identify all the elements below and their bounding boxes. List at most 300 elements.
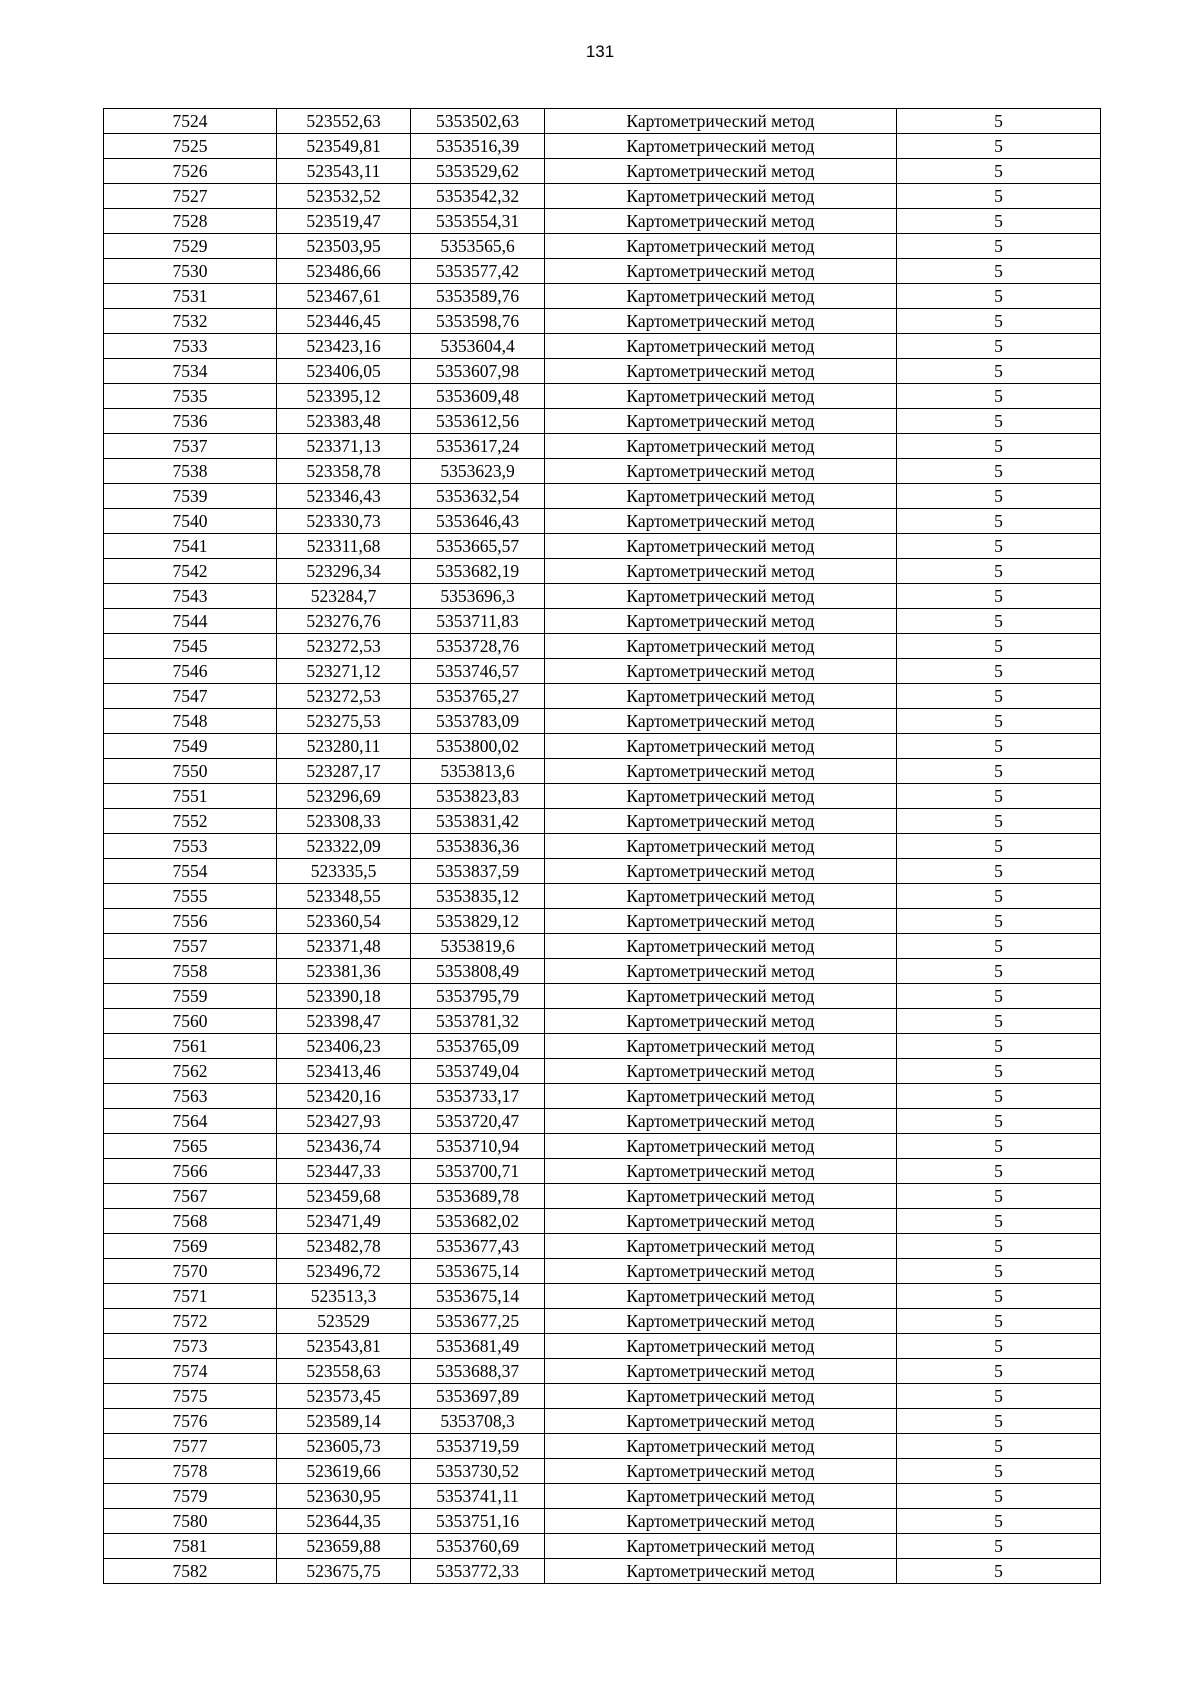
table-row — [104, 1359, 1101, 1384]
table-row — [104, 1009, 1101, 1034]
method-cell: Картометрический метод — [545, 1159, 897, 1184]
method-cell: Картометрический метод — [545, 884, 897, 909]
accuracy-cell: 5 — [897, 184, 1101, 209]
method-cell: Картометрический метод — [545, 1284, 897, 1309]
y-coordinate-cell: 5353598,76 — [411, 309, 545, 334]
x-coordinate-cell: 523619,66 — [277, 1459, 411, 1484]
y-coordinate-cell: 5353765,09 — [411, 1034, 545, 1059]
point-number-cell: 7543 — [104, 584, 277, 609]
point-number-cell: 7570 — [104, 1259, 277, 1284]
y-coordinate-cell: 5353837,59 — [411, 859, 545, 884]
method-cell: Картометрический метод — [545, 309, 897, 334]
x-coordinate-cell: 523519,47 — [277, 209, 411, 234]
y-coordinate-cell: 5353632,54 — [411, 484, 545, 509]
table-row — [104, 1034, 1101, 1059]
method-cell: Картометрический метод — [545, 584, 897, 609]
y-coordinate-cell: 5353542,32 — [411, 184, 545, 209]
method-cell: Картометрический метод — [545, 259, 897, 284]
accuracy-cell: 5 — [897, 1009, 1101, 1034]
method-cell: Картометрический метод — [545, 359, 897, 384]
y-coordinate-cell: 5353665,57 — [411, 534, 545, 559]
point-number-cell: 7561 — [104, 1034, 277, 1059]
point-number-cell: 7536 — [104, 409, 277, 434]
method-cell: Картометрический метод — [545, 1534, 897, 1559]
x-coordinate-cell: 523275,53 — [277, 709, 411, 734]
accuracy-cell: 5 — [897, 1434, 1101, 1459]
table-row — [104, 884, 1101, 909]
table-row — [104, 1059, 1101, 1084]
method-cell: Картометрический метод — [545, 209, 897, 234]
coordinates-table — [103, 108, 1101, 1584]
y-coordinate-cell: 5353688,37 — [411, 1359, 545, 1384]
method-cell: Картометрический метод — [545, 1409, 897, 1434]
accuracy-cell: 5 — [897, 834, 1101, 859]
x-coordinate-cell: 523308,33 — [277, 809, 411, 834]
point-number-cell: 7535 — [104, 384, 277, 409]
y-coordinate-cell: 5353675,14 — [411, 1259, 545, 1284]
method-cell: Картометрический метод — [545, 734, 897, 759]
method-cell: Картометрический метод — [545, 1234, 897, 1259]
table-row — [104, 659, 1101, 684]
accuracy-cell: 5 — [897, 1334, 1101, 1359]
y-coordinate-cell: 5353617,24 — [411, 434, 545, 459]
table-row — [104, 809, 1101, 834]
accuracy-cell: 5 — [897, 209, 1101, 234]
y-coordinate-cell: 5353760,69 — [411, 1534, 545, 1559]
x-coordinate-cell: 523358,78 — [277, 459, 411, 484]
point-number-cell: 7528 — [104, 209, 277, 234]
method-cell: Картометрический метод — [545, 1559, 897, 1584]
method-cell: Картометрический метод — [545, 1109, 897, 1134]
accuracy-cell: 5 — [897, 734, 1101, 759]
x-coordinate-cell: 523558,63 — [277, 1359, 411, 1384]
y-coordinate-cell: 5353836,36 — [411, 834, 545, 859]
method-cell: Картометрический метод — [545, 959, 897, 984]
accuracy-cell: 5 — [897, 134, 1101, 159]
table-row — [104, 959, 1101, 984]
y-coordinate-cell: 5353708,3 — [411, 1409, 545, 1434]
y-coordinate-cell: 5353697,89 — [411, 1384, 545, 1409]
y-coordinate-cell: 5353502,63 — [411, 109, 545, 134]
point-number-cell: 7538 — [104, 459, 277, 484]
method-cell: Картометрический метод — [545, 1384, 897, 1409]
method-cell: Картометрический метод — [545, 759, 897, 784]
y-coordinate-cell: 5353710,94 — [411, 1134, 545, 1159]
x-coordinate-cell: 523496,72 — [277, 1259, 411, 1284]
y-coordinate-cell: 5353741,11 — [411, 1484, 545, 1509]
x-coordinate-cell: 523271,12 — [277, 659, 411, 684]
x-coordinate-cell: 523330,73 — [277, 509, 411, 534]
point-number-cell: 7557 — [104, 934, 277, 959]
accuracy-cell: 5 — [897, 1409, 1101, 1434]
accuracy-cell: 5 — [897, 509, 1101, 534]
y-coordinate-cell: 5353677,25 — [411, 1309, 545, 1334]
table-row — [104, 184, 1101, 209]
y-coordinate-cell: 5353646,43 — [411, 509, 545, 534]
point-number-cell: 7551 — [104, 784, 277, 809]
x-coordinate-cell: 523420,16 — [277, 1084, 411, 1109]
method-cell: Картометрический метод — [545, 1184, 897, 1209]
point-number-cell: 7541 — [104, 534, 277, 559]
table-row — [104, 484, 1101, 509]
x-coordinate-cell: 523371,13 — [277, 434, 411, 459]
x-coordinate-cell: 523398,47 — [277, 1009, 411, 1034]
x-coordinate-cell: 523471,49 — [277, 1209, 411, 1234]
table-row — [104, 634, 1101, 659]
y-coordinate-cell: 5353728,76 — [411, 634, 545, 659]
table-row — [104, 1209, 1101, 1234]
accuracy-cell: 5 — [897, 634, 1101, 659]
x-coordinate-cell: 523467,61 — [277, 284, 411, 309]
accuracy-cell: 5 — [897, 459, 1101, 484]
y-coordinate-cell: 5353516,39 — [411, 134, 545, 159]
point-number-cell: 7524 — [104, 109, 277, 134]
point-number-cell: 7544 — [104, 609, 277, 634]
x-coordinate-cell: 523436,74 — [277, 1134, 411, 1159]
accuracy-cell: 5 — [897, 109, 1101, 134]
method-cell: Картометрический метод — [545, 159, 897, 184]
x-coordinate-cell: 523276,76 — [277, 609, 411, 634]
method-cell: Картометрический метод — [545, 984, 897, 1009]
accuracy-cell: 5 — [897, 859, 1101, 884]
x-coordinate-cell: 523543,11 — [277, 159, 411, 184]
x-coordinate-cell: 523630,95 — [277, 1484, 411, 1509]
y-coordinate-cell: 5353823,83 — [411, 784, 545, 809]
y-coordinate-cell: 5353612,56 — [411, 409, 545, 434]
accuracy-cell: 5 — [897, 1059, 1101, 1084]
x-coordinate-cell: 523675,75 — [277, 1559, 411, 1584]
accuracy-cell: 5 — [897, 809, 1101, 834]
point-number-cell: 7530 — [104, 259, 277, 284]
accuracy-cell: 5 — [897, 234, 1101, 259]
method-cell: Картометрический метод — [545, 1434, 897, 1459]
point-number-cell: 7546 — [104, 659, 277, 684]
table-row — [104, 984, 1101, 1009]
point-number-cell: 7534 — [104, 359, 277, 384]
method-cell: Картометрический метод — [545, 709, 897, 734]
point-number-cell: 7581 — [104, 1534, 277, 1559]
method-cell: Картометрический метод — [545, 1084, 897, 1109]
point-number-cell: 7549 — [104, 734, 277, 759]
point-number-cell: 7567 — [104, 1184, 277, 1209]
y-coordinate-cell: 5353795,79 — [411, 984, 545, 1009]
table-row — [104, 1309, 1101, 1334]
accuracy-cell: 5 — [897, 1184, 1101, 1209]
table-row — [104, 1234, 1101, 1259]
x-coordinate-cell: 523287,17 — [277, 759, 411, 784]
method-cell: Картометрический метод — [545, 809, 897, 834]
accuracy-cell: 5 — [897, 909, 1101, 934]
point-number-cell: 7564 — [104, 1109, 277, 1134]
method-cell: Картометрический метод — [545, 609, 897, 634]
y-coordinate-cell: 5353783,09 — [411, 709, 545, 734]
method-cell: Картометрический метод — [545, 559, 897, 584]
table-row — [104, 384, 1101, 409]
point-number-cell: 7580 — [104, 1509, 277, 1534]
table-row — [104, 1384, 1101, 1409]
table-row — [104, 1409, 1101, 1434]
table-row — [104, 434, 1101, 459]
x-coordinate-cell: 523272,53 — [277, 634, 411, 659]
x-coordinate-cell: 523459,68 — [277, 1184, 411, 1209]
point-number-cell: 7555 — [104, 884, 277, 909]
y-coordinate-cell: 5353677,43 — [411, 1234, 545, 1259]
x-coordinate-cell: 523543,81 — [277, 1334, 411, 1359]
point-number-cell: 7562 — [104, 1059, 277, 1084]
accuracy-cell: 5 — [897, 1459, 1101, 1484]
y-coordinate-cell: 5353733,17 — [411, 1084, 545, 1109]
point-number-cell: 7545 — [104, 634, 277, 659]
point-number-cell: 7529 — [104, 234, 277, 259]
table-row — [104, 859, 1101, 884]
accuracy-cell: 5 — [897, 1309, 1101, 1334]
y-coordinate-cell: 5353554,31 — [411, 209, 545, 234]
table-row — [104, 459, 1101, 484]
accuracy-cell: 5 — [897, 1559, 1101, 1584]
method-cell: Картометрический метод — [545, 859, 897, 884]
y-coordinate-cell: 5353749,04 — [411, 1059, 545, 1084]
table-row — [104, 934, 1101, 959]
table-row — [104, 734, 1101, 759]
table-row — [104, 1109, 1101, 1134]
table-row — [104, 1334, 1101, 1359]
table-row — [104, 1284, 1101, 1309]
point-number-cell: 7575 — [104, 1384, 277, 1409]
table-row — [104, 784, 1101, 809]
x-coordinate-cell: 523322,09 — [277, 834, 411, 859]
table-row — [104, 834, 1101, 859]
y-coordinate-cell: 5353675,14 — [411, 1284, 545, 1309]
y-coordinate-cell: 5353772,33 — [411, 1559, 545, 1584]
x-coordinate-cell: 523446,45 — [277, 309, 411, 334]
point-number-cell: 7576 — [104, 1409, 277, 1434]
method-cell: Картометрический метод — [545, 659, 897, 684]
accuracy-cell: 5 — [897, 984, 1101, 1009]
y-coordinate-cell: 5353800,02 — [411, 734, 545, 759]
method-cell: Картометрический метод — [545, 534, 897, 559]
y-coordinate-cell: 5353835,12 — [411, 884, 545, 909]
x-coordinate-cell: 523335,5 — [277, 859, 411, 884]
x-coordinate-cell: 523447,33 — [277, 1159, 411, 1184]
accuracy-cell: 5 — [897, 1034, 1101, 1059]
method-cell: Картометрический метод — [545, 684, 897, 709]
accuracy-cell: 5 — [897, 434, 1101, 459]
table-row — [104, 409, 1101, 434]
method-cell: Картометрический метод — [545, 334, 897, 359]
accuracy-cell: 5 — [897, 1359, 1101, 1384]
table-row — [104, 334, 1101, 359]
table-row — [104, 109, 1101, 134]
point-number-cell: 7547 — [104, 684, 277, 709]
accuracy-cell: 5 — [897, 1159, 1101, 1184]
point-number-cell: 7548 — [104, 709, 277, 734]
method-cell: Картометрический метод — [545, 1009, 897, 1034]
y-coordinate-cell: 5353808,49 — [411, 959, 545, 984]
x-coordinate-cell: 523348,55 — [277, 884, 411, 909]
method-cell: Картометрический метод — [545, 134, 897, 159]
method-cell: Картометрический метод — [545, 184, 897, 209]
y-coordinate-cell: 5353765,27 — [411, 684, 545, 709]
table-row — [104, 259, 1101, 284]
table-row — [104, 1259, 1101, 1284]
y-coordinate-cell: 5353689,78 — [411, 1184, 545, 1209]
method-cell: Картометрический метод — [545, 509, 897, 534]
y-coordinate-cell: 5353746,57 — [411, 659, 545, 684]
accuracy-cell: 5 — [897, 759, 1101, 784]
accuracy-cell: 5 — [897, 684, 1101, 709]
y-coordinate-cell: 5353604,4 — [411, 334, 545, 359]
accuracy-cell: 5 — [897, 1534, 1101, 1559]
y-coordinate-cell: 5353682,02 — [411, 1209, 545, 1234]
accuracy-cell: 5 — [897, 559, 1101, 584]
accuracy-cell: 5 — [897, 959, 1101, 984]
accuracy-cell: 5 — [897, 384, 1101, 409]
x-coordinate-cell: 523529 — [277, 1309, 411, 1334]
accuracy-cell: 5 — [897, 709, 1101, 734]
x-coordinate-cell: 523482,78 — [277, 1234, 411, 1259]
y-coordinate-cell: 5353565,6 — [411, 234, 545, 259]
method-cell: Картометрический метод — [545, 109, 897, 134]
y-coordinate-cell: 5353720,47 — [411, 1109, 545, 1134]
x-coordinate-cell: 523486,66 — [277, 259, 411, 284]
x-coordinate-cell: 523280,11 — [277, 734, 411, 759]
point-number-cell: 7540 — [104, 509, 277, 534]
point-number-cell: 7560 — [104, 1009, 277, 1034]
x-coordinate-cell: 523284,7 — [277, 584, 411, 609]
accuracy-cell: 5 — [897, 1134, 1101, 1159]
y-coordinate-cell: 5353831,42 — [411, 809, 545, 834]
x-coordinate-cell: 523423,16 — [277, 334, 411, 359]
x-coordinate-cell: 523381,36 — [277, 959, 411, 984]
accuracy-cell: 5 — [897, 1109, 1101, 1134]
y-coordinate-cell: 5353781,32 — [411, 1009, 545, 1034]
x-coordinate-cell: 523605,73 — [277, 1434, 411, 1459]
table-row — [104, 134, 1101, 159]
y-coordinate-cell: 5353529,62 — [411, 159, 545, 184]
x-coordinate-cell: 523383,48 — [277, 409, 411, 434]
accuracy-cell: 5 — [897, 1284, 1101, 1309]
method-cell: Картометрический метод — [545, 784, 897, 809]
x-coordinate-cell: 523532,52 — [277, 184, 411, 209]
x-coordinate-cell: 523513,3 — [277, 1284, 411, 1309]
y-coordinate-cell: 5353577,42 — [411, 259, 545, 284]
accuracy-cell: 5 — [897, 359, 1101, 384]
table-row — [104, 1434, 1101, 1459]
y-coordinate-cell: 5353829,12 — [411, 909, 545, 934]
method-cell: Картометрический метод — [545, 1259, 897, 1284]
point-number-cell: 7569 — [104, 1234, 277, 1259]
point-number-cell: 7526 — [104, 159, 277, 184]
x-coordinate-cell: 523503,95 — [277, 234, 411, 259]
y-coordinate-cell: 5353719,59 — [411, 1434, 545, 1459]
x-coordinate-cell: 523395,12 — [277, 384, 411, 409]
method-cell: Картометрический метод — [545, 934, 897, 959]
point-number-cell: 7554 — [104, 859, 277, 884]
point-number-cell: 7542 — [104, 559, 277, 584]
accuracy-cell: 5 — [897, 334, 1101, 359]
method-cell: Картометрический метод — [545, 409, 897, 434]
accuracy-cell: 5 — [897, 784, 1101, 809]
point-number-cell: 7556 — [104, 909, 277, 934]
accuracy-cell: 5 — [897, 1234, 1101, 1259]
accuracy-cell: 5 — [897, 484, 1101, 509]
x-coordinate-cell: 523311,68 — [277, 534, 411, 559]
y-coordinate-cell: 5353681,49 — [411, 1334, 545, 1359]
table-row — [104, 284, 1101, 309]
y-coordinate-cell: 5353711,83 — [411, 609, 545, 634]
coordinates-table-body — [104, 109, 1101, 1584]
table-row — [104, 359, 1101, 384]
table-row — [104, 159, 1101, 184]
point-number-cell: 7527 — [104, 184, 277, 209]
x-coordinate-cell: 523552,63 — [277, 109, 411, 134]
x-coordinate-cell: 523406,05 — [277, 359, 411, 384]
table-row — [104, 584, 1101, 609]
accuracy-cell: 5 — [897, 1484, 1101, 1509]
method-cell: Картометрический метод — [545, 434, 897, 459]
table-row — [104, 1484, 1101, 1509]
y-coordinate-cell: 5353700,71 — [411, 1159, 545, 1184]
x-coordinate-cell: 523406,23 — [277, 1034, 411, 1059]
y-coordinate-cell: 5353696,3 — [411, 584, 545, 609]
table-row — [104, 909, 1101, 934]
y-coordinate-cell: 5353751,16 — [411, 1509, 545, 1534]
table-row — [104, 609, 1101, 634]
table-row — [104, 1184, 1101, 1209]
accuracy-cell: 5 — [897, 609, 1101, 634]
table-row — [104, 559, 1101, 584]
table-row — [104, 309, 1101, 334]
x-coordinate-cell: 523371,48 — [277, 934, 411, 959]
method-cell: Картометрический метод — [545, 834, 897, 859]
method-cell: Картометрический метод — [545, 1059, 897, 1084]
point-number-cell: 7533 — [104, 334, 277, 359]
accuracy-cell: 5 — [897, 884, 1101, 909]
y-coordinate-cell: 5353730,52 — [411, 1459, 545, 1484]
point-number-cell: 7582 — [104, 1559, 277, 1584]
point-number-cell: 7532 — [104, 309, 277, 334]
x-coordinate-cell: 523390,18 — [277, 984, 411, 1009]
table-row — [104, 1134, 1101, 1159]
point-number-cell: 7525 — [104, 134, 277, 159]
method-cell: Картометрический метод — [545, 1459, 897, 1484]
point-number-cell: 7552 — [104, 809, 277, 834]
x-coordinate-cell: 523272,53 — [277, 684, 411, 709]
accuracy-cell: 5 — [897, 409, 1101, 434]
table-row — [104, 1159, 1101, 1184]
y-coordinate-cell: 5353609,48 — [411, 384, 545, 409]
table-row — [104, 534, 1101, 559]
method-cell: Картометрический метод — [545, 459, 897, 484]
point-number-cell: 7537 — [104, 434, 277, 459]
point-number-cell: 7571 — [104, 1284, 277, 1309]
table-row — [104, 209, 1101, 234]
table-row — [104, 1559, 1101, 1584]
y-coordinate-cell: 5353623,9 — [411, 459, 545, 484]
accuracy-cell: 5 — [897, 584, 1101, 609]
accuracy-cell: 5 — [897, 1384, 1101, 1409]
point-number-cell: 7565 — [104, 1134, 277, 1159]
y-coordinate-cell: 5353607,98 — [411, 359, 545, 384]
method-cell: Картометрический метод — [545, 1359, 897, 1384]
accuracy-cell: 5 — [897, 934, 1101, 959]
method-cell: Картометрический метод — [545, 1034, 897, 1059]
accuracy-cell: 5 — [897, 534, 1101, 559]
point-number-cell: 7553 — [104, 834, 277, 859]
point-number-cell: 7568 — [104, 1209, 277, 1234]
table-row — [104, 509, 1101, 534]
method-cell: Картометрический метод — [545, 1309, 897, 1334]
